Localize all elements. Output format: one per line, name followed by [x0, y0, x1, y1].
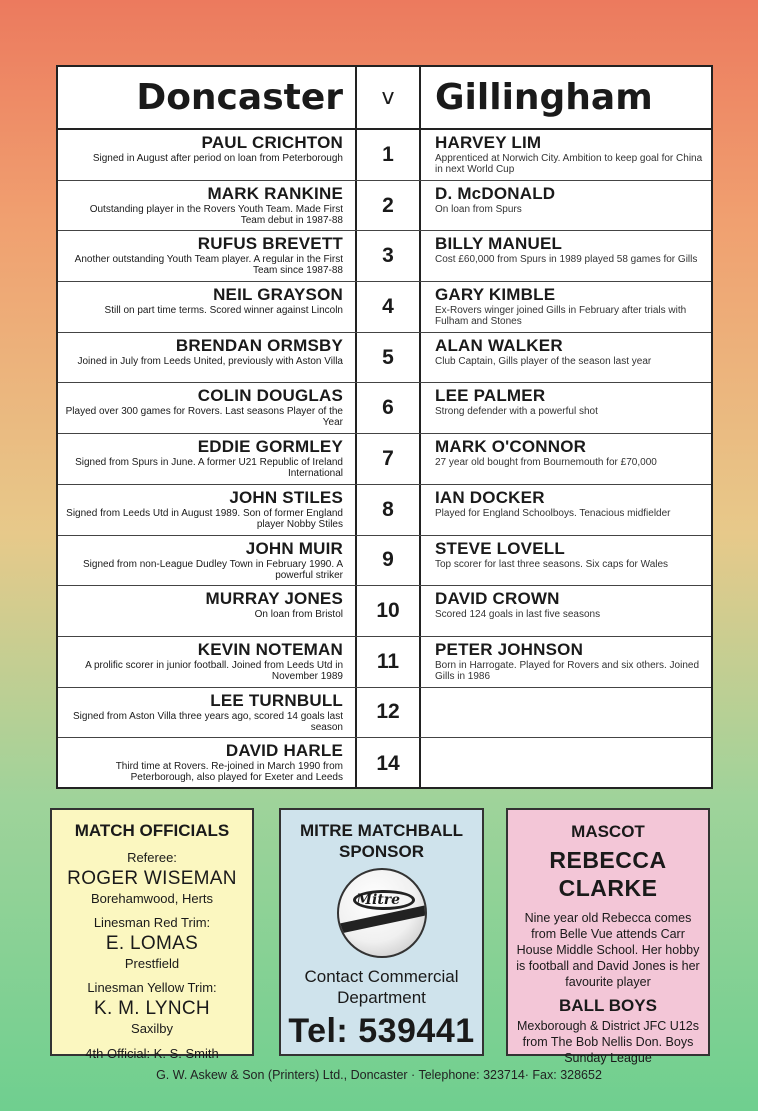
away-player-name: HARVEY LIM [435, 133, 542, 152]
home-player-description: A prolific scorer in junior football. Joined from Leeds Utd in November 1989 [85, 659, 343, 682]
home-player-description: Joined in July from Leeds United, previously with Aston Villa [77, 355, 343, 367]
mascot-name-line1: REBECCA [549, 847, 667, 873]
home-player-name: EDDIE GORMLEY [197, 437, 343, 457]
away-player-name: STEVE LOVELL [435, 538, 565, 558]
shirt-number: 4 [355, 282, 421, 332]
away-player-name: BILLY MANUEL [435, 234, 563, 254]
away-player [421, 637, 711, 687]
home-player-description: Played over 300 games for Rovers. Last seasons Player of the Year [65, 406, 343, 429]
player-row [58, 130, 711, 181]
away-player-name: MARK O'CONNOR [435, 437, 587, 457]
away-player [421, 738, 711, 789]
away-player-name: LEE PALMER [435, 386, 546, 406]
contact-line2: Department [337, 988, 426, 1007]
sponsor-title [281, 820, 482, 862]
home-player-name: DAVID HARLE [225, 741, 343, 761]
player-row [58, 282, 711, 333]
player-row [58, 688, 711, 739]
away-player-description: Apprenticed at Norwich City. Ambition to keep goal for China in next World Cup [435, 153, 703, 175]
home-player-name: RUFUS BREVETT [197, 234, 343, 254]
linesman-red-name: E. LOMAS [105, 933, 199, 954]
mitre-logo: Mitre [356, 892, 401, 908]
away-player-description: Played for England Schoolboys. Tenacious midfielder [435, 507, 671, 519]
team-sheet-header [58, 67, 711, 130]
mascot-description: Nine year old Rebecca comes from Belle Vue attends Carr House Middle School. Her hobby is football and David Jones is her favourite player [516, 911, 700, 989]
match-officials-box [50, 808, 254, 1061]
shirt-number: 3 [355, 231, 421, 281]
linesman-yellow-place: Saxilby [131, 1021, 173, 1036]
player-row [58, 637, 711, 688]
player-rows [58, 130, 711, 789]
shirt-number: 9 [355, 536, 421, 586]
home-player [58, 434, 355, 484]
away-team-title: Gillingham [435, 77, 653, 118]
away-player-name: DAVID CROWN [435, 589, 560, 609]
referee-label: Referee: [127, 850, 177, 865]
away-player-description: Club Captain, Gills player of the season last year [435, 355, 652, 367]
contact-line1: Contact Commercial [304, 967, 459, 986]
shirt-number: 11 [355, 637, 421, 687]
home-player-description: Signed from Aston Villa three years ago, scored 14 goals last season [73, 710, 343, 733]
home-player-description: Third time at Rovers. Re-joined in March 1990 from Peterborough, also played for Exeter and Leeds [115, 761, 343, 784]
team-sheet [56, 65, 713, 789]
home-player [58, 485, 355, 535]
football-icon [337, 868, 427, 958]
home-player-name: COLIN DOUGLAS [197, 386, 343, 406]
sponsor-title-line2: SPONSOR [338, 842, 425, 861]
home-player-name: BRENDAN ORMSBY [175, 335, 343, 355]
away-player [421, 231, 711, 281]
away-player [421, 586, 711, 636]
home-player-name: PAUL CRICHTON [201, 133, 343, 152]
shirt-number: 8 [355, 485, 421, 535]
sponsor-contact [281, 966, 482, 1008]
shirt-number: 6 [355, 383, 421, 433]
away-player-name: D. McDONALD [435, 183, 556, 203]
linesman-red-label: Linesman Red Trim: [93, 915, 211, 930]
home-player-name: MARK RANKINE [207, 183, 343, 203]
home-player-name: LEE TURNBULL [210, 690, 343, 710]
player-row [58, 383, 711, 434]
shirt-number: 10 [355, 586, 421, 636]
player-row [58, 181, 711, 232]
away-player-name: ALAN WALKER [435, 335, 563, 355]
away-player-name: PETER JOHNSON [435, 639, 584, 659]
shirt-number: 12 [355, 688, 421, 738]
shirt-number: 14 [355, 738, 421, 789]
mascot-title: MASCOT [571, 822, 645, 841]
home-player [58, 637, 355, 687]
home-player-description: Still on part time terms. Scored winner against Lincoln [104, 305, 343, 317]
home-player-description: Signed from non-League Dudley Town in February 1990. A powerful striker [83, 558, 343, 581]
home-player [58, 282, 355, 332]
away-player-name: IAN DOCKER [435, 487, 545, 507]
printer-footer: G. W. Askew & Son (Printers) Ltd., Doncaster · Telephone: 323714· Fax: 328652 [156, 1068, 602, 1082]
shirt-number: 5 [355, 333, 421, 383]
home-player-description: Signed in August after period on loan from Peterborough [92, 153, 343, 164]
home-player-description: Signed from Spurs in June. A former U21 Republic of Ireland International [75, 457, 343, 480]
away-player [421, 181, 711, 231]
matchball-sponsor-box [279, 808, 484, 1056]
player-row [58, 485, 711, 536]
home-player-name: KEVIN NOTEMAN [197, 639, 343, 659]
player-row [58, 231, 711, 282]
away-player [421, 434, 711, 484]
referee-place: Borehamwood, Herts [90, 891, 214, 906]
home-player [58, 383, 355, 433]
sponsor-telephone: Tel: 539441 [288, 1012, 475, 1050]
player-row [58, 738, 711, 789]
away-player-description: 27 year old bought from Bournemouth for £70,000 [435, 457, 657, 469]
player-row [58, 333, 711, 384]
away-player [421, 485, 711, 535]
home-player-description: On loan from Bristol [254, 609, 343, 621]
officials-title: MATCH OFFICIALS [74, 821, 230, 840]
away-player-description: Strong defender with a powerful shot [435, 406, 598, 418]
away-player [421, 688, 711, 738]
mascot-name [508, 846, 708, 902]
sponsor-title-line1: MITRE MATCHBALL [299, 821, 464, 840]
ball-boys-description: Mexborough & District JFC U12s from The Bob Nellis Don. Boys Sunday League [516, 1019, 699, 1065]
away-player-name: GARY KIMBLE [435, 285, 556, 305]
mascot-name-line2: CLARKE [558, 875, 658, 901]
shirt-number: 1 [355, 130, 421, 180]
home-player [58, 130, 355, 180]
home-player-name: JOHN MUIR [245, 538, 343, 558]
home-player [58, 586, 355, 636]
versus-label: v [355, 67, 421, 128]
home-player-description: Signed from Leeds Utd in August 1989. Son of former England player Nobby Stiles [66, 507, 343, 530]
referee-name: ROGER WISEMAN [67, 868, 237, 889]
away-player [421, 536, 711, 586]
home-player-description: Another outstanding Youth Team player. A regular in the First Team since 1987-88 [74, 254, 343, 277]
home-player [58, 333, 355, 383]
away-player-description: Born in Harrogate. Played for Rovers and six others. Joined Gills in 1986 [435, 659, 700, 682]
away-player [421, 383, 711, 433]
home-player [58, 536, 355, 586]
ball-boys-title: BALL BOYS [559, 996, 657, 1015]
home-team-title: Doncaster [136, 77, 343, 118]
player-row [58, 586, 711, 637]
home-player-name: NEIL GRAYSON [213, 285, 343, 305]
away-player-description: On loan from Spurs [435, 203, 522, 215]
away-player [421, 282, 711, 332]
home-player [58, 231, 355, 281]
home-player [58, 181, 355, 231]
linesman-yellow-label: Linesman Yellow Trim: [87, 980, 217, 995]
away-player-description: Cost £60,000 from Spurs in 1989 played 58 games for Gills [435, 254, 698, 266]
away-player-description: Scored 124 goals in last five seasons [435, 609, 601, 621]
home-player [58, 738, 355, 789]
player-row [58, 434, 711, 485]
away-player-description: Top scorer for last three seasons. Six caps for Wales [435, 558, 669, 570]
home-player-description: Outstanding player in the Rovers Youth Team. Made First Team debut in 1987-88 [89, 203, 343, 226]
shirt-number: 7 [355, 434, 421, 484]
fourth-official: 4th Official: K. S. Smith [85, 1046, 219, 1061]
shirt-number: 2 [355, 181, 421, 231]
linesman-yellow-name: K. M. LYNCH [94, 998, 210, 1019]
away-player-description: Ex-Rovers winger joined Gills in February after trials with Fulham and Stones [435, 305, 687, 328]
player-row [58, 536, 711, 587]
home-player-name: JOHN STILES [229, 487, 343, 507]
away-player [421, 333, 711, 383]
linesman-red-place: Prestfield [124, 956, 180, 971]
home-player [58, 688, 355, 738]
home-player-name: MURRAY JONES [205, 589, 343, 609]
mascot-box [506, 808, 710, 1065]
away-player [421, 130, 711, 180]
